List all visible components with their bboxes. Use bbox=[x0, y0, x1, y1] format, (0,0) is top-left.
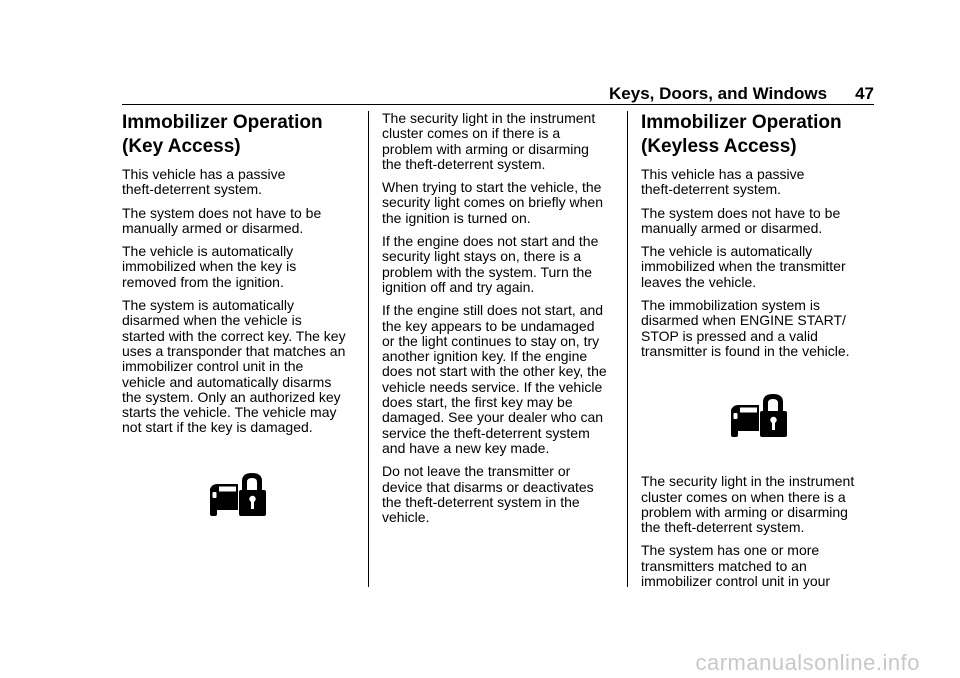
paragraph: The immobilization system is disarmed when ENGINE START/ STOP is pressed and a valid transmitter is found in the vehicle. bbox=[641, 297, 850, 359]
column-divider bbox=[627, 111, 628, 587]
paragraph: The vehicle is automatically immobilized when the key is removed from the ignition. bbox=[122, 243, 297, 290]
header-rule bbox=[122, 104, 874, 105]
page-number: 47 bbox=[855, 84, 874, 103]
paragraph: The system has one or more transmitters matched to an immobilizer control unit in your bbox=[641, 542, 831, 590]
heading-key-access: Immobilizer Operation (Key Access) bbox=[122, 112, 323, 157]
paragraph: The vehicle is automatically immobilized when the transmitter leaves the vehicle. bbox=[641, 243, 846, 290]
paragraph: The security light in the instrument cluster comes on if there is a problem with arming or disarming the theft-deterrent system. bbox=[382, 110, 596, 172]
paragraph: If the engine does not start and the security light stays on, there is a problem with the system. Turn the ignition off and try again. bbox=[382, 233, 599, 295]
column-middle bbox=[382, 111, 618, 533]
paragraph: The system is automatically disarmed when the vehicle is started with the correct key. The key uses a transponder that matches an immobilizer control unit in the vehicle and automatically disarms the system. Only an authorized key starts the vehicle. The vehicle may not start if the key is damaged. bbox=[122, 297, 346, 436]
paragraph: The system does not have to be manually armed or disarmed. bbox=[122, 204, 322, 236]
paragraph: If the engine still does not start, and the key appears to be undamaged or the light continues to stay on, try another ignition key. If the engine does not start with the other key, the vehicle needs service. If the vehicle does start, the first key may be damaged. See your dealer who can service the theft-deterrent system and have a new key made. bbox=[382, 302, 607, 456]
security-light-car-padlock-icon bbox=[208, 470, 268, 518]
paragraph: When trying to start the vehicle, the security light comes on briefly when the ignition is turned on. bbox=[382, 179, 603, 226]
paragraph: This vehicle has a passive theft-deterrent system. bbox=[122, 166, 286, 198]
paragraph: The security light in the instrument cluster comes on when there is a problem with arming or disarming the theft-deterrent system. bbox=[641, 473, 855, 536]
paragraph: Do not leave the transmitter or device that disarms or deactivates the theft-deterrent system in the vehicle. bbox=[382, 463, 594, 526]
section-title: Keys, Doors, and Windows bbox=[609, 84, 828, 103]
paragraph: This vehicle has a passive theft-deterrent system. bbox=[641, 166, 805, 198]
paragraph: The system does not have to be manually armed or disarmed. bbox=[641, 204, 841, 236]
heading-keyless-access: Immobilizer Operation (Keyless Access) bbox=[641, 112, 842, 157]
page-header bbox=[122, 80, 874, 104]
watermark: carmanualsonline.info bbox=[695, 650, 920, 675]
column-key-access bbox=[122, 111, 358, 444]
security-light-car-padlock-icon bbox=[729, 391, 789, 439]
column-keyless-access bbox=[641, 111, 877, 597]
column-divider bbox=[368, 111, 369, 587]
